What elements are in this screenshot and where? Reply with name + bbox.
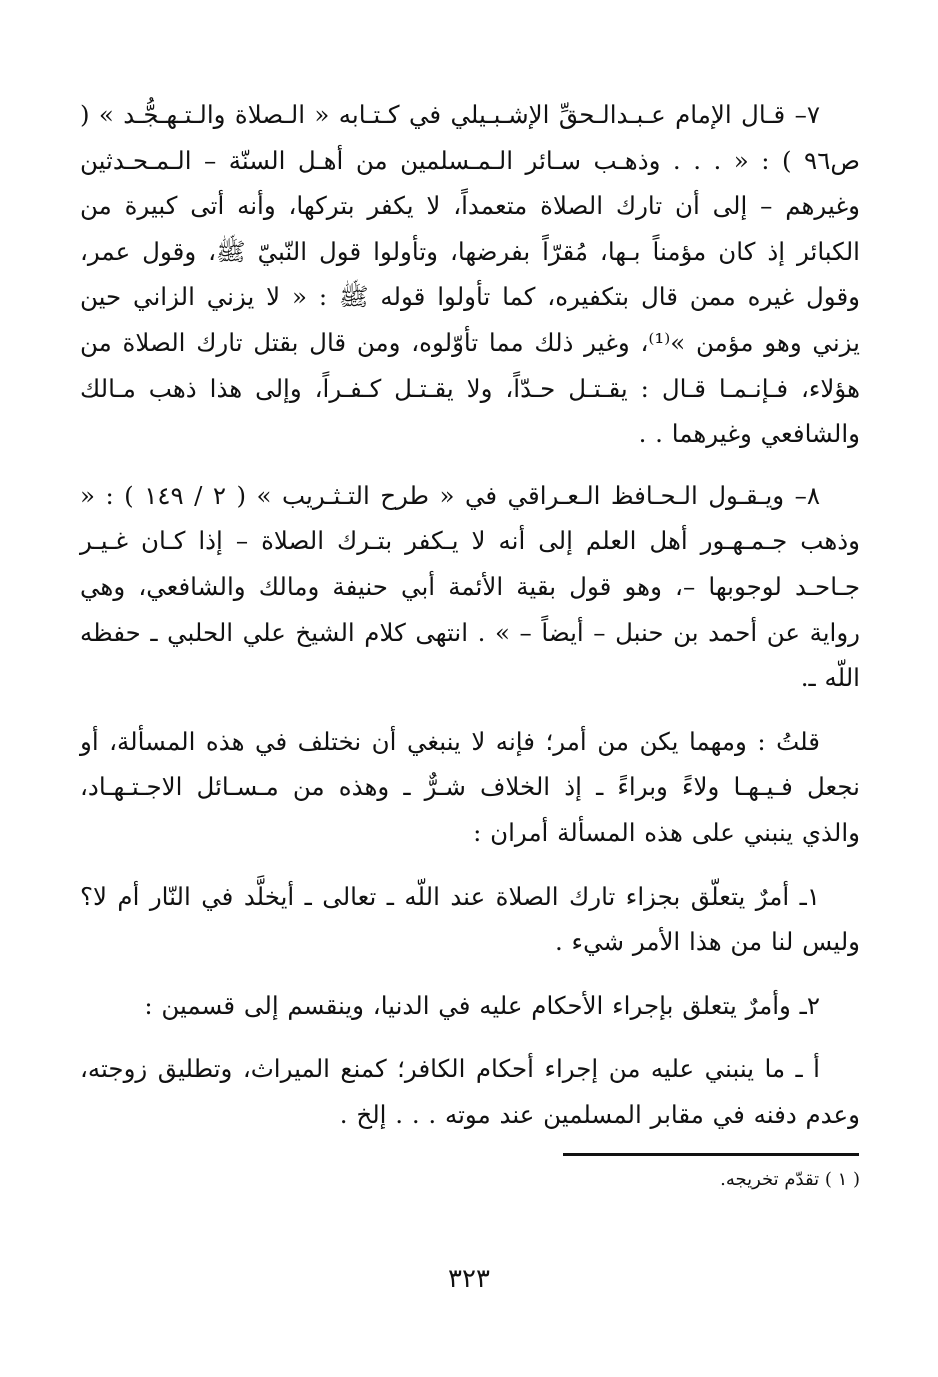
paragraph-7-ibn-abdulhaq-quote: ٧– قـال الإمام عـبـدالـحقِّ الإشـبـيلي في كـتـابه « الـصلاة والـتـهـجُّـد » ( ص٩٦ ) : « . . . وذهـب سـائر الـمـسلمين من أهـل السنّة – الـمـحـدثين وغيرهم – إلى أن تارك الصلاة متعمداً، لا يكفر بتركها، وأنه أتى كبيرة من الكبائر إذ كان مؤمناً بـها، مُقرّاً بفرضها، وتأولوا قول النّبيّ ﷺ، وقول عمر، وقول غيره ممن قال بتكفيره، كما تأولوا قوله ﷺ : « لا يزني الزاني حين يزني وهو مؤمن »⁽¹⁾، وغير ذلك مما تأوّلوه، ومن قال بقتل تارك الصلاة من هؤلاء، فـإنـمـا قـال : يقـتـل حـدّاً، ولا يقـتـل كـفـراً، وإلى هذا ذهب مـالك والشافعي وغيرهما . . xyxy=(80,100,860,449)
footnote-1: ( ١ ) تقدّم تخريجه. xyxy=(720,1169,860,1190)
paragraph-point-1: ١ـ أمرٌ يتعلّق بجزاء تارك الصلاة عند اللّه ـ تعالى ـ أيخلَّد في النّار أم لا؟ وليس لنا من هذا الأمر شيء . xyxy=(80,881,860,957)
page-body xyxy=(80,92,860,1155)
paragraph-author-comment: قلتُ : ومهما يكن من أمر؛ فإنه لا ينبغي أن نختلف في هذه المسألة، أو نجعل فـيـهـا ولاءً وبراءً ـ إذ الخلاف شـرٌّ ـ وهذه من مـسـائل الاجـتـهـاد، والذي ينبني على هذه المسألة أمران : xyxy=(80,726,860,847)
paragraph-point-2: ٢ـ وأمرٌ يتعلق بإجراء الأحكام عليه في الدنيا، وينقسم إلى قسمين : xyxy=(144,990,820,1020)
page-number: ٣٢٣ xyxy=(448,1264,490,1294)
paragraph-8-iraqi-quote: ٨– ويـقـول الـحـافظ الـعـراقي في « طرح التـثـريب » ( ٢ / ١٤٩ ) : « وذهب جـمـهـور أهل العلم إلى أنه لا يـكفر بتـرك الصلاة – إذا كـان غـيـر جـاحـد لوجوبها –، وهو قول بقية الأئمة أبي حنيفة ومالك والشافعي، وهي رواية عن أحمد بن حنبل – أيضاً – » . انتهى كلام الشيخ علي الحلبي ـ حفظه اللّه ـ. xyxy=(80,480,860,693)
paragraph-point-2a: أ ـ ما ينبني عليه من إجراء أحكام الكافر؛ كمنع الميراث، وتطليق زوجته، وعدم دفنه في مقابر المسلمين عند موته . . . إلخ . xyxy=(80,1054,860,1129)
footnote-divider xyxy=(563,1153,859,1156)
